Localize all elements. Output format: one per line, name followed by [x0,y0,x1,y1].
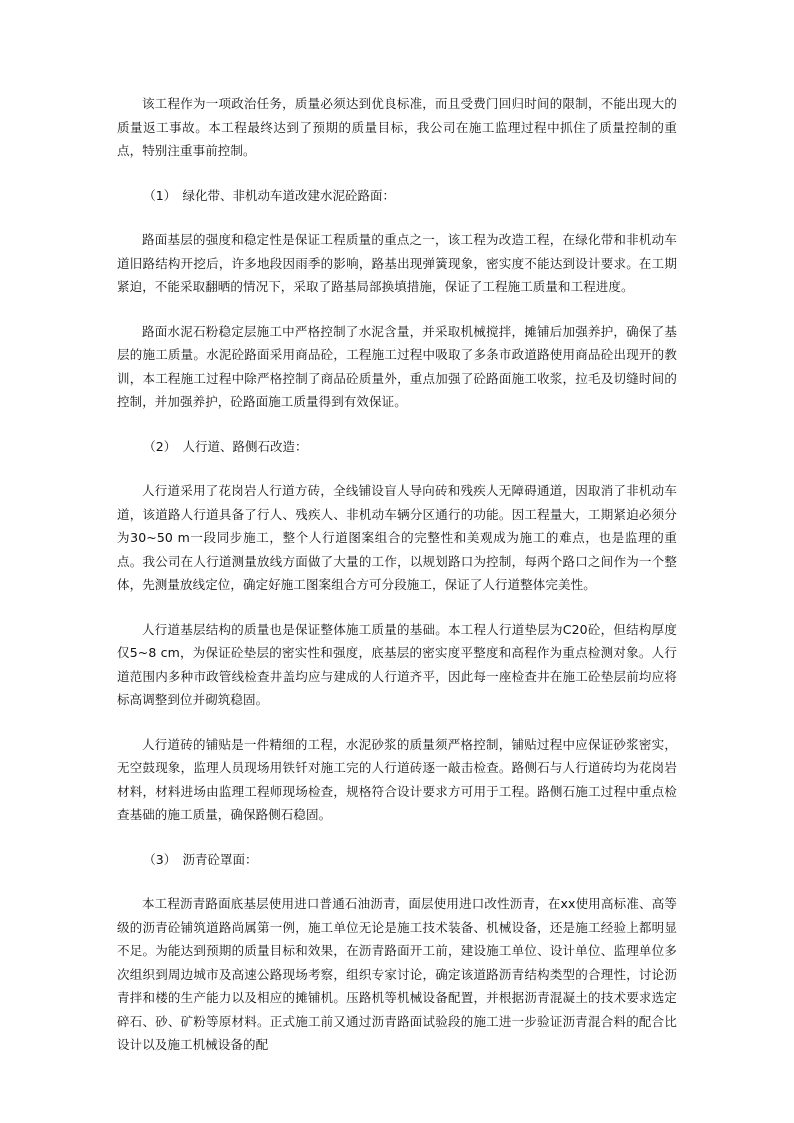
heading-section-2: （2） 人行道、路侧石改造： [143,438,308,454]
paragraph-quality-intro: 该工程作为一项政治任务，质量必须达到优良标准，而且受费门回归时间的限制，不能出现大的质量返工事故。本工程最终达到了预期的质量目标，我公司在施工监理过程中抓住了质量控制的重点，特别注重事前控制。 [117,96,677,158]
paragraph-cement-concrete: 路面水泥石粉稳定层施工中严格控制了水泥含量，并采取机械搅拌，摊铺后加强养护，确保了基层的施工质量。水泥砼路面采用商品砼，工程施工过程中吸取了多条市政道路使用商品砼出现开的教训，本工程施工过程中除严格控制了商品砼质量外，重点加强了砼路面施工收浆，拉毛及切缝时间的控制，并加强养护，砼路面施工质量得到有效保证。 [117,323,677,409]
paragraph-sidewalk-bricks: 人行道采用了花岗岩人行道方砖，全线铺设盲人导向砖和残疾人无障碍通道，因取消了非机动车道，该道路人行道具备了行人、残疾人、非机动车辆分区通行的功能。因工程量大，工期紧迫必须分为30~50 m一段同步施工，整个人行道图案组合的完整性和美观成为施工的难点，也是监理的重点。我公司在人行道测量放线方面做了大量的工作，以规划路口为控制，每两个路口之间作为一个整体，先测量放线定位，确定好施工图案组合方可分段施工，保证了人行道整体完美性。 [117,483,677,592]
paragraph-subgrade: 路面基层的强度和稳定性是保证工程质量的重点之一，该工程为改造工程，在绿化带和非机动车道旧路结构开挖后，许多地段因雨季的影响，路基出现弹簧现象，密实度不能达到设计要求。在工期紧迫，不能采取翻晒的情况下，采取了路基局部换填措施，保证了工程施工质量和工程进度。 [117,232,677,294]
paragraph-asphalt: 本工程沥青路面底基层使用进口普通石油沥青，面层使用进口改性沥青，在xx使用高标准、高等级的沥青砼铺筑道路尚属第一例，施工单位无论是施工技术装备、机械设备，还是施工经验上都明显不足。为能达到预期的质量目标和效果，在沥青路面开工前，建设施工单位、设计单位、监理单位多次组织到周边城市及高速公路现场考察，组织专家讨论，确定该道路沥青结构类型的合理性，讨论沥青拌和楼的生产能力以及相应的摊铺机。压路机等机械设备配置，并根据沥青混凝土的技术要求选定碎石、砂、矿粉等原材料。正式施工前又通过沥青路面试验段的施工进一步验证沥青混合料的配合比设计以及施工机械设备的配 [117,896,677,1052]
heading-section-3: （3） 沥青砼罩面： [143,851,258,867]
document-body [117,92,677,1078]
paragraph-brick-laying: 人行道砖的铺贴是一件精细的工程，水泥砂浆的质量须严格控制，铺贴过程中应保证砂浆密实，无空鼓现象，监理人员现场用铁钎对施工完的人行道砖逐一敲击检查。路侧石与人行道砖均为花岗岩材料，材料进场由监理工程师现场检查，规格符合设计要求方可用于工程。路侧石施工过程中重点检查基础的施工质量，确保路侧石稳固。 [117,736,677,822]
heading-section-1: （1） 绿化带、非机动车道改建水泥砼路面： [143,187,395,203]
paragraph-sidewalk-base: 人行道基层结构的质量也是保证整体施工质量的基础。本工程人行道垫层为C20砼，但结构厚度仅5~8 cm，为保证砼垫层的密实性和强度，底基层的密实度平整度和高程作为重点检测对象。人行道范围内多种市政管线检查井盖均应与建成的人行道齐平，因此每一座检查井在施工砼垫层前均应将标高调整到位并砌筑稳固。 [117,621,677,707]
